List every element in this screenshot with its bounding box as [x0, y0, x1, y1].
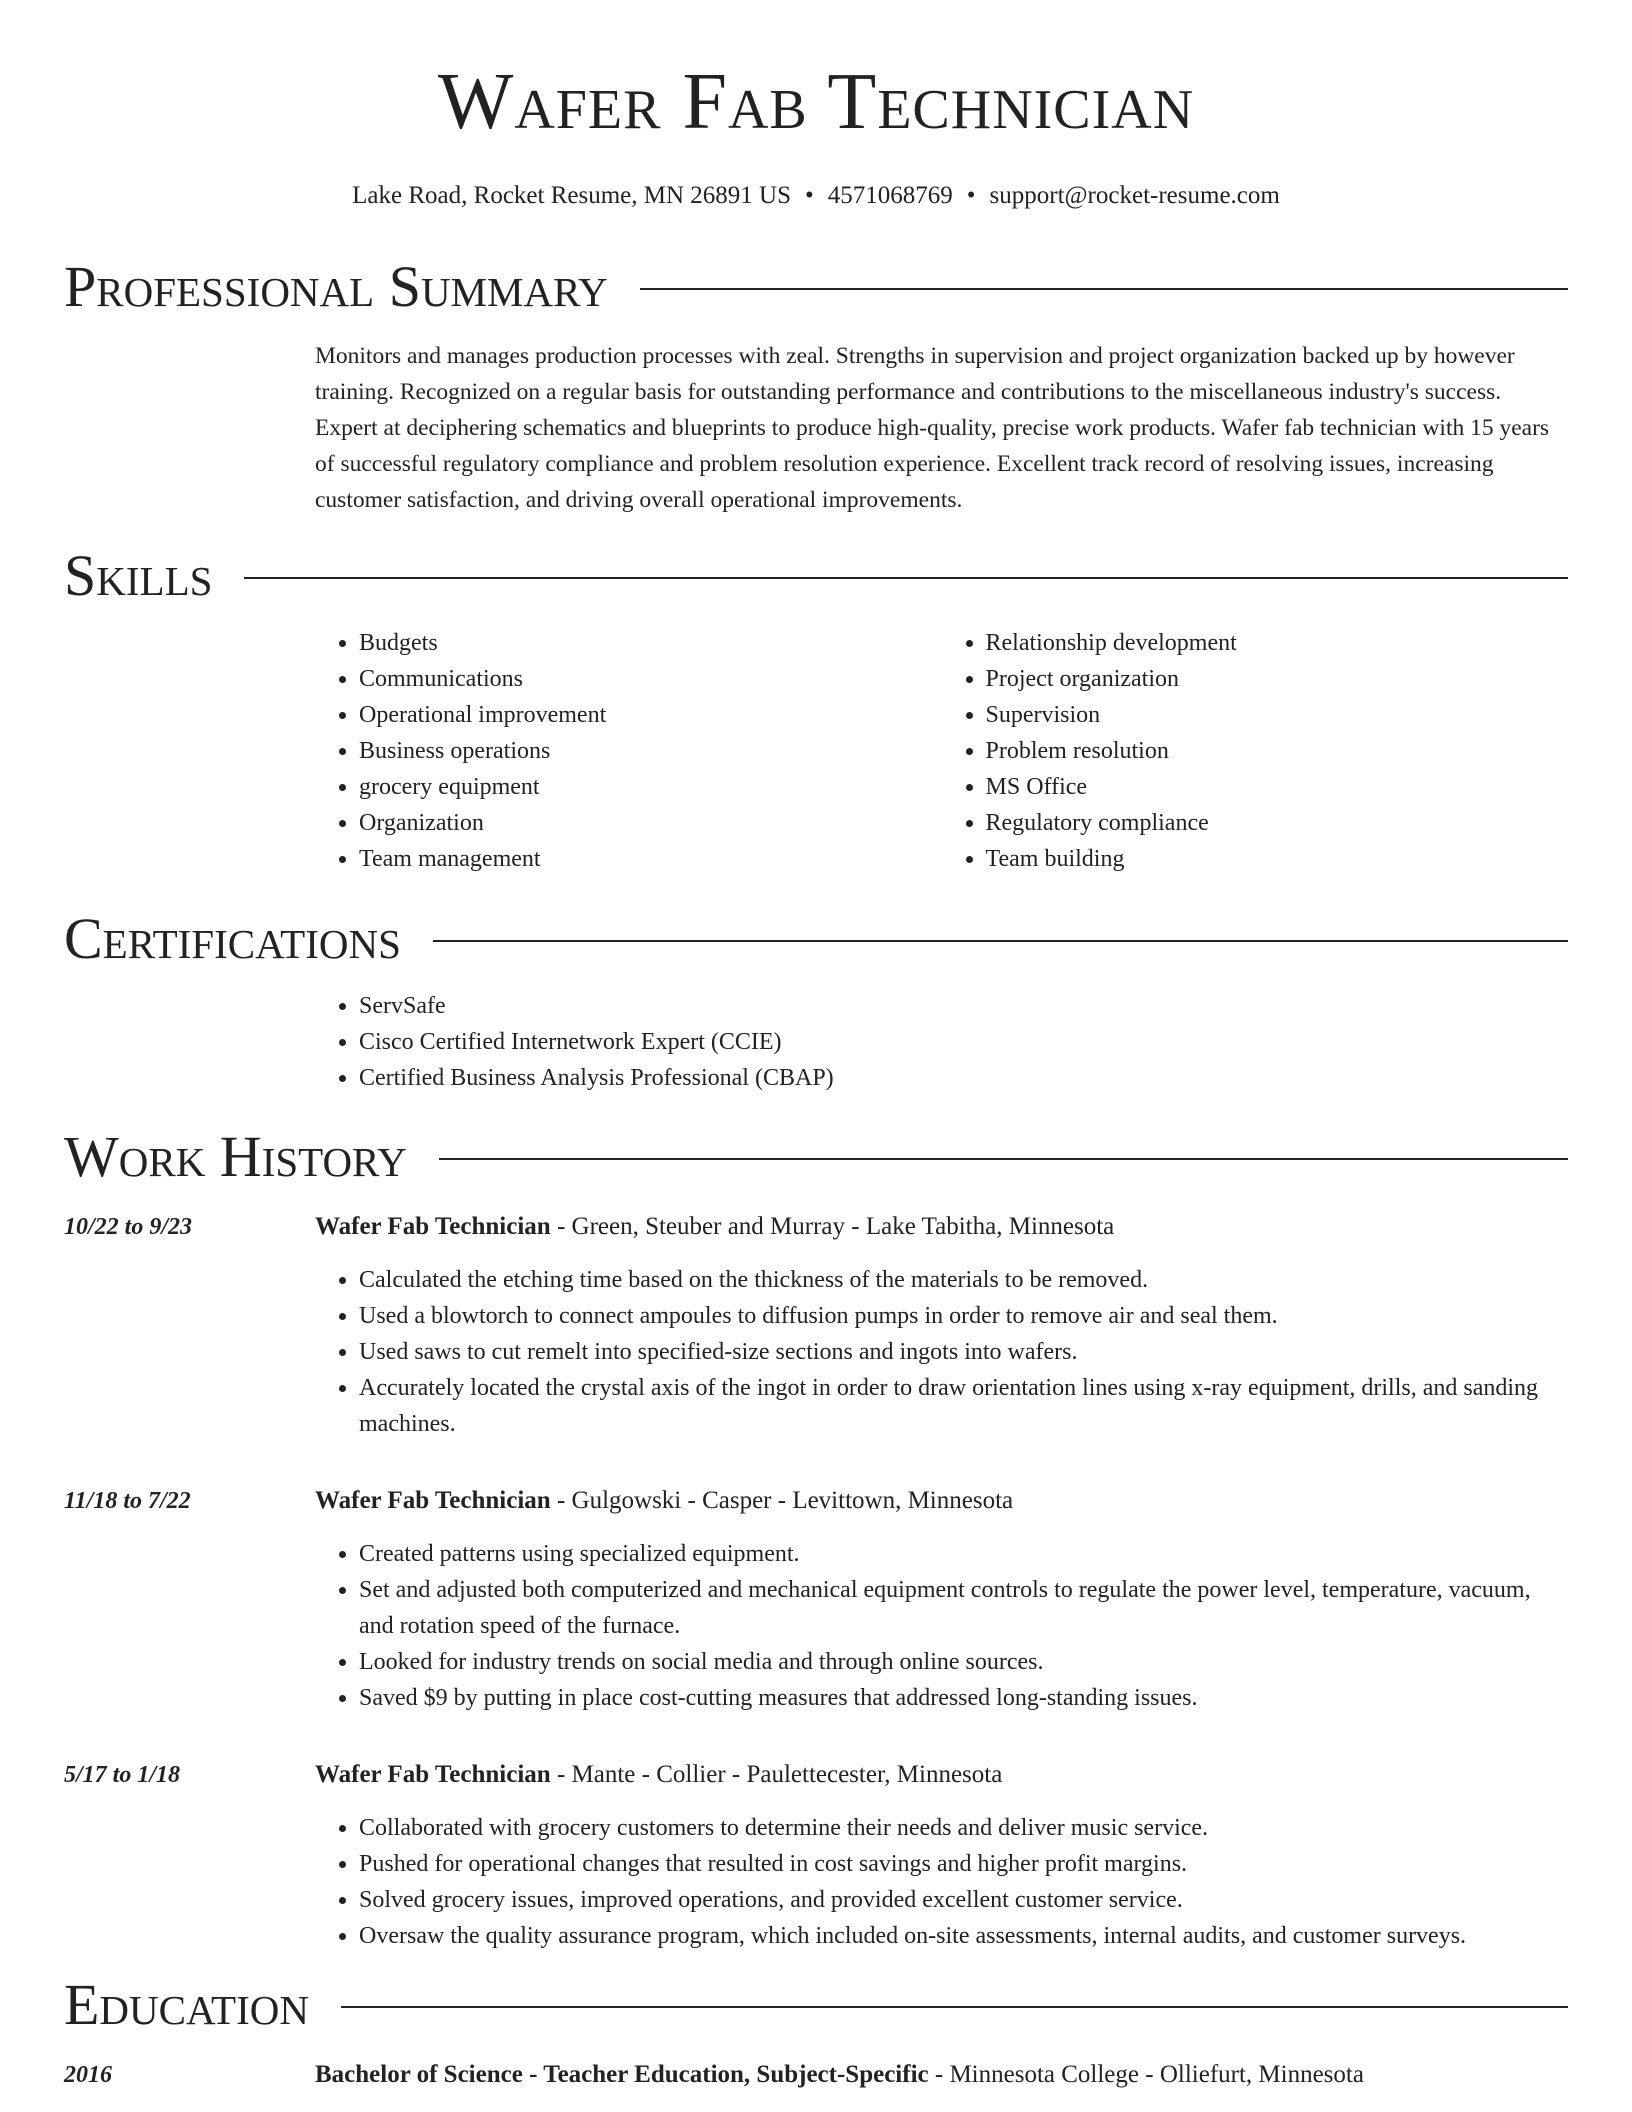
- email: support@rocket-resume.com: [989, 182, 1280, 209]
- skill-item: • Problem resolution: [986, 733, 1569, 769]
- phone: 4571068769: [827, 182, 953, 209]
- job-bullets: [315, 1536, 1568, 1716]
- education-heading: [64, 2058, 1568, 2092]
- skill-item: • Relationship development: [986, 625, 1569, 661]
- section-divider: [433, 940, 1568, 942]
- education-year: 2016: [64, 2062, 112, 2088]
- job-bullet: • Set and adjusted both computerized and mechanical equipment controls to regulate the power level, temperature, vacuum, and rotation speed of the furnace.: [359, 1572, 1568, 1644]
- summary-section: [64, 254, 1568, 518]
- section-title: Professional Summary: [64, 254, 608, 319]
- job-entry: [64, 1210, 1568, 1442]
- certification-item: • Certified Business Analysis Professional (CBAP): [359, 1060, 1568, 1096]
- contact-line: [0, 182, 1632, 210]
- section-header: [64, 543, 1568, 608]
- job-title: Wafer Fab Technician: [315, 1487, 551, 1514]
- job-employer: - Mante - Collier - Paulettecester, Minnesota: [550, 1761, 1003, 1788]
- job-heading: [64, 1758, 1568, 1792]
- job-bullet: • Accurately located the crystal axis of the ingot in order to draw orientation lines using x-ray equipment, drills, and sanding machines.: [359, 1370, 1568, 1442]
- job-heading: [64, 1484, 1568, 1518]
- section-header: [64, 254, 1568, 319]
- certification-item: • ServSafe: [359, 988, 1568, 1024]
- section-header: [64, 906, 1568, 971]
- section-divider: [341, 2006, 1568, 2008]
- job-bullet: • Solved grocery issues, improved operations, and provided excellent customer service.: [359, 1882, 1568, 1918]
- separator-dot: •: [966, 182, 976, 209]
- skill-item: • Regulatory compliance: [986, 805, 1569, 841]
- job-entry: [64, 1758, 1568, 1954]
- job-heading: [64, 1210, 1568, 1244]
- job-bullets: [315, 1262, 1568, 1442]
- job-bullets: [315, 1810, 1568, 1954]
- section-header: [64, 1124, 1568, 1189]
- skill-item: • MS Office: [986, 769, 1569, 805]
- certification-item: • Cisco Certified Internetwork Expert (CCIE): [359, 1024, 1568, 1060]
- job-bullet: • Calculated the etching time based on the thickness of the materials to be removed.: [359, 1262, 1568, 1298]
- address: Lake Road, Rocket Resume, MN 26891 US: [352, 182, 791, 209]
- job-bullet: • Saved $9 by putting in place cost-cutting measures that addressed long-standing issues.: [359, 1680, 1568, 1716]
- certification-list: [315, 988, 1568, 1096]
- job-dates: 5/17 to 1/18: [64, 1762, 181, 1788]
- skills-section: [64, 543, 1568, 877]
- job-title: Wafer Fab Technician: [315, 1213, 551, 1240]
- section-title: Certifications: [64, 906, 401, 971]
- section-title: Work History: [64, 1124, 407, 1189]
- job-employer: - Green, Steuber and Murray - Lake Tabitha, Minnesota: [550, 1213, 1115, 1240]
- education-entry: [64, 2058, 1568, 2092]
- job-dates: 11/18 to 7/22: [64, 1488, 191, 1514]
- education-school: - Minnesota College - Olliefurt, Minnesota: [928, 2061, 1364, 2088]
- job-title: Wafer Fab Technician: [315, 1761, 551, 1788]
- job-entry: [64, 1484, 1568, 1716]
- skills-grid: [315, 625, 1568, 877]
- job-bullet: • Created patterns using specialized equipment.: [359, 1536, 1568, 1572]
- job-bullet: • Oversaw the quality assurance program, which included on-site assessments, internal audits, and customer surveys.: [359, 1918, 1568, 1954]
- work-history-section: [64, 1124, 1568, 1954]
- section-title: Education: [64, 1972, 309, 2037]
- separator-dot: •: [805, 182, 814, 209]
- skills-list-left: [315, 625, 942, 877]
- job-employer: - Gulgowski - Casper - Levittown, Minnesota: [550, 1487, 1014, 1514]
- skill-item: • Team management: [359, 841, 942, 877]
- job-bullet: • Used a blowtorch to connect ampoules to diffusion pumps in order to remove air and seal them.: [359, 1298, 1568, 1334]
- section-divider: [244, 577, 1568, 579]
- skill-item: • grocery equipment: [359, 769, 942, 805]
- skill-item: • Supervision: [986, 697, 1569, 733]
- section-divider: [640, 288, 1568, 290]
- skill-item: • Business operations: [359, 733, 942, 769]
- skill-item: • Team building: [986, 841, 1569, 877]
- job-bullet: • Used saws to cut remelt into specified-size sections and ingots into wafers.: [359, 1334, 1568, 1370]
- skill-item: • Communications: [359, 661, 942, 697]
- skill-item: • Operational improvement: [359, 697, 942, 733]
- section-divider: [439, 1158, 1568, 1160]
- job-dates: 10/22 to 9/23: [64, 1214, 193, 1240]
- section-header: [64, 1972, 1568, 2037]
- skills-list-right: [942, 625, 1569, 877]
- certifications-section: [64, 906, 1568, 1096]
- skill-item: • Project organization: [986, 661, 1569, 697]
- job-bullet: • Looked for industry trends on social media and through online sources.: [359, 1644, 1568, 1680]
- candidate-name: Wafer Fab Technician: [437, 58, 1195, 146]
- skill-item: • Budgets: [359, 625, 942, 661]
- job-bullet: • Pushed for operational changes that resulted in cost savings and higher profit margins.: [359, 1846, 1568, 1882]
- job-bullet: • Collaborated with grocery customers to determine their needs and deliver music service.: [359, 1810, 1568, 1846]
- summary-text: Monitors and manages production processes with zeal. Strengths in supervision and project organization backed up by however training. Recognized on a regular basis for outstanding performance and contributions to the miscellaneous industry's success. Expert at deciphering schematics and blueprints to produce high-quality, precise work products. Wafer fab technician with 15 years of successful regulatory compliance and problem resolution experience. Excellent track record of resolving issues, increasing customer satisfaction, and driving overall operational improvements.: [315, 343, 1550, 513]
- education-degree: Bachelor of Science - Teacher Education, Subject-Specific: [315, 2061, 929, 2088]
- skill-item: • Organization: [359, 805, 942, 841]
- education-section: [64, 1972, 1568, 2092]
- section-title: Skills: [64, 543, 213, 608]
